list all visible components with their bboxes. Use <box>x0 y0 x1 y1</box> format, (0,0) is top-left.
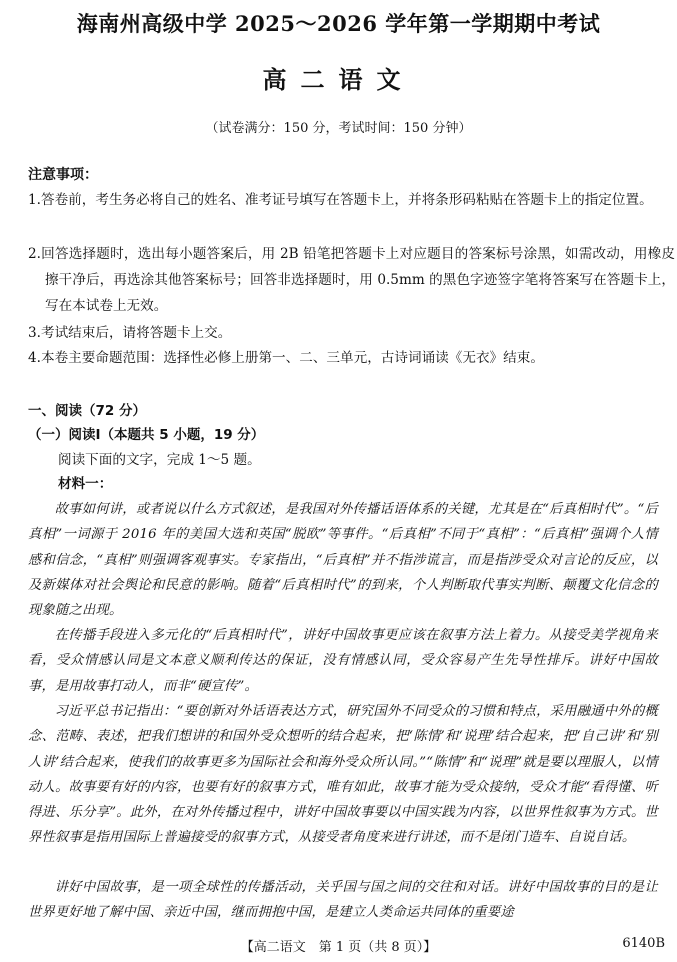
passage-paragraph: 讲好中国故事，是一项全球性的传播活动，关乎国与国之间的交往和对话。讲好中国故事的目的是让世界更好地了解中国、亲近中国，继而拥抱中国，是建立人类命运共同体的重要途 <box>28 880 658 921</box>
note-item: 3.考试结束后，请将答题卡上交。 <box>28 325 232 341</box>
section-heading: 一、阅读（72 分） <box>28 403 146 419</box>
paper-code: 6140B <box>622 936 665 951</box>
passage-paragraph: 在传播手段进入多元化的“后真相时代”，讲好中国故事更应该在叙事方法上着力。从接受美学视角来看，受众情感认同是文本意义顺利传达的保证，没有情感认同，受众容易产生先导性排斥。讲好中国故事，是用故事打动人，而非“硬宣传”。 <box>28 628 658 694</box>
subsection-heading: （一）阅读Ⅰ（本题共 5 小题，19 分） <box>28 427 265 443</box>
material-label: 材料一： <box>58 476 113 492</box>
notes-heading: 注意事项： <box>28 167 98 183</box>
note-item: 1.答卷前，考生务必将自己的姓名、准考证号填写在答题卡上，并将条形码粘贴在答题卡上的指定位置。 <box>28 192 653 208</box>
page-footer: 【高二语文 第 1 页（共 8 页）】 <box>240 940 437 955</box>
reading-instruction: 阅读下面的文字，完成 1～5 题。 <box>58 452 261 468</box>
passage-paragraph: 故事如何讲，或者说以什么方式叙述，是我国对外传播话语体系的关键，尤其是在“后真相时代”。“后真相”一词源于 2016 年的美国大选和英国“脱欧”等事件。“后真相”不同于“真相”：“后真相”强调个人情感和信念，“真相”则强调客观事实。专家指出，“后真相”并不指涉谎言，而是指涉受众对言论的反应，以及新媒体对社会舆论和民意的影响。随着“后真相时代”的到来，个人判断取代事实判断、颠覆文化信念的现象随之出现。 <box>28 502 658 619</box>
passage-paragraph: 习近平总书记指出：“要创新对外话语表达方式，研究国外不同受众的习惯和特点，采用融通中外的概念、范畴、表述，把我们想讲的和国外受众想听的结合起来，把‘陈情’和‘说理’结合起来，把‘自己讲’和‘别人讲’结合起来，使我们的故事更多为国际社会和海外受众所认同。”“陈情”和“说理”就是要以理服人，以情动人。故事要有好的内容，也要有好的叙事方式，唯有如此，故事才能为受众接纳，受众才能“看得懂、听得进、乐分享”。此外，在对外传播过程中，讲好中国故事要以中国实践为内容，以世界性叙事为方式。世界性叙事是指用国际上普遍接受的叙事方式，从接受者角度来进行讲述，而不是闭门造车、自说自话。 <box>28 704 658 846</box>
exam-title: 海南州高级中学 2025～2026 学年第一学期期中考试 <box>76 11 601 36</box>
note-item: 2.回答选择题时，选出每小题答案后，用 2B 铅笔把答题卡上对应题目的答案标号涂黑，如需改动，用橡皮擦干净后，再选涂其他答案标号；回答非选择题时，用 0.5mm 的黑色字迹签字笔将答案写在答题卡上，写在本试卷上无效。 <box>28 246 675 314</box>
exam-info: （试卷满分：150 分，考试时间：150 分钟） <box>205 121 472 136</box>
subject-title: 高二语文 <box>262 66 415 94</box>
note-item: 4.本卷主要命题范围：选择性必修上册第一、二、三单元，古诗词诵读《无衣》结束。 <box>28 350 544 366</box>
